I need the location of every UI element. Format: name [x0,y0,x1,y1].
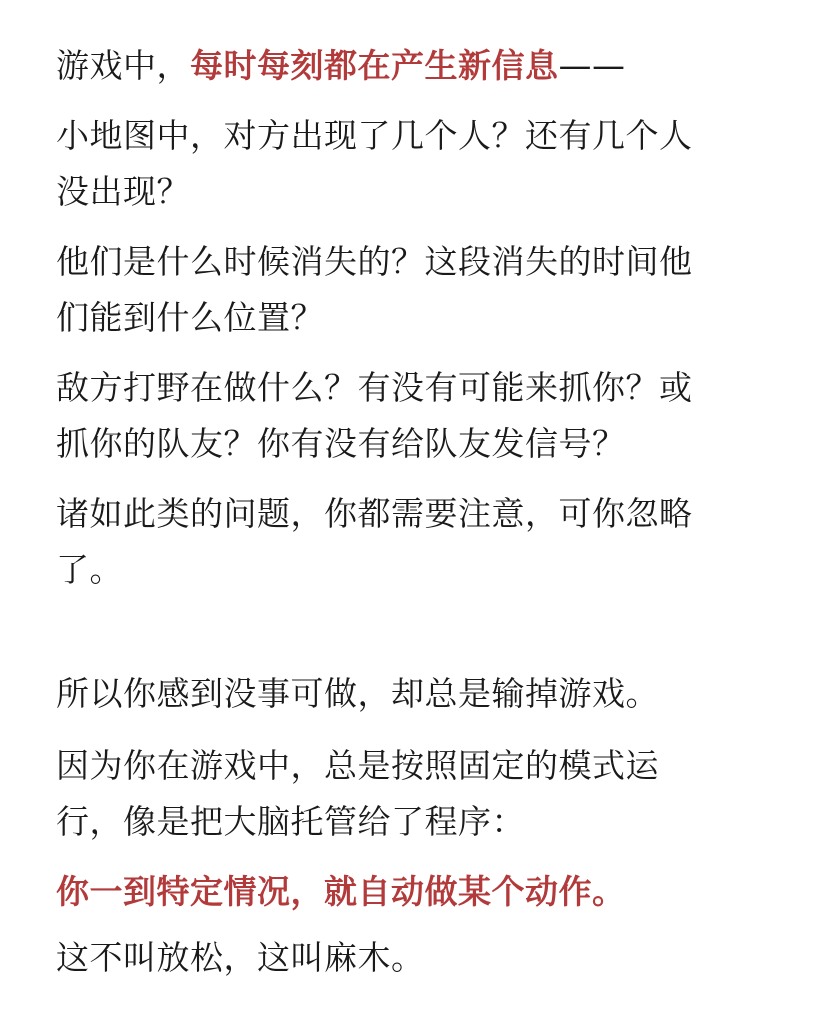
dash-text: —— [558,46,626,85]
line-text: 因为你在游戏中，总是按照固定的模式运 [56,746,659,785]
line-text: 们能到什么位置？ [56,298,324,337]
paragraph-jungler-question [56,360,693,472]
paragraph-ignored [56,486,693,598]
emphasis-new-info: 每时每刻都在产生新信息 [190,46,559,85]
paragraph-minimap-question [56,108,693,220]
line-text: 小地图中，对方出现了几个人？还有几个人 [56,116,693,155]
line-text: 了。 [56,550,123,589]
emphasis-auto-action: 你一到特定情况，就自动做某个动作。 [56,872,626,911]
line-text: 他们是什么时候消失的？这段消失的时间他 [56,242,693,281]
paragraph-auto-action [56,864,626,920]
paragraph-game-info [56,38,626,94]
line-text: 没出现？ [56,172,190,211]
paragraph-numb [56,930,425,986]
paragraph-disappear-question [56,234,693,346]
line-text: 敌方打野在做什么？有没有可能来抓你？或 [56,368,693,407]
line-text: 抓你的队友？你有没有给队友发信号？ [56,424,626,463]
line-text: 行，像是把大脑托管给了程序： [56,802,525,841]
paragraph-fixed-pattern [56,738,659,850]
line-text: 所以你感到没事可做，却总是输掉游戏。 [56,674,659,713]
paragraph-losing [56,666,659,722]
line-text: 诸如此类的问题，你都需要注意，可你忽略 [56,494,693,533]
intro-text: 游戏中， [56,46,190,85]
line-text: 这不叫放松，这叫麻木。 [56,938,425,977]
